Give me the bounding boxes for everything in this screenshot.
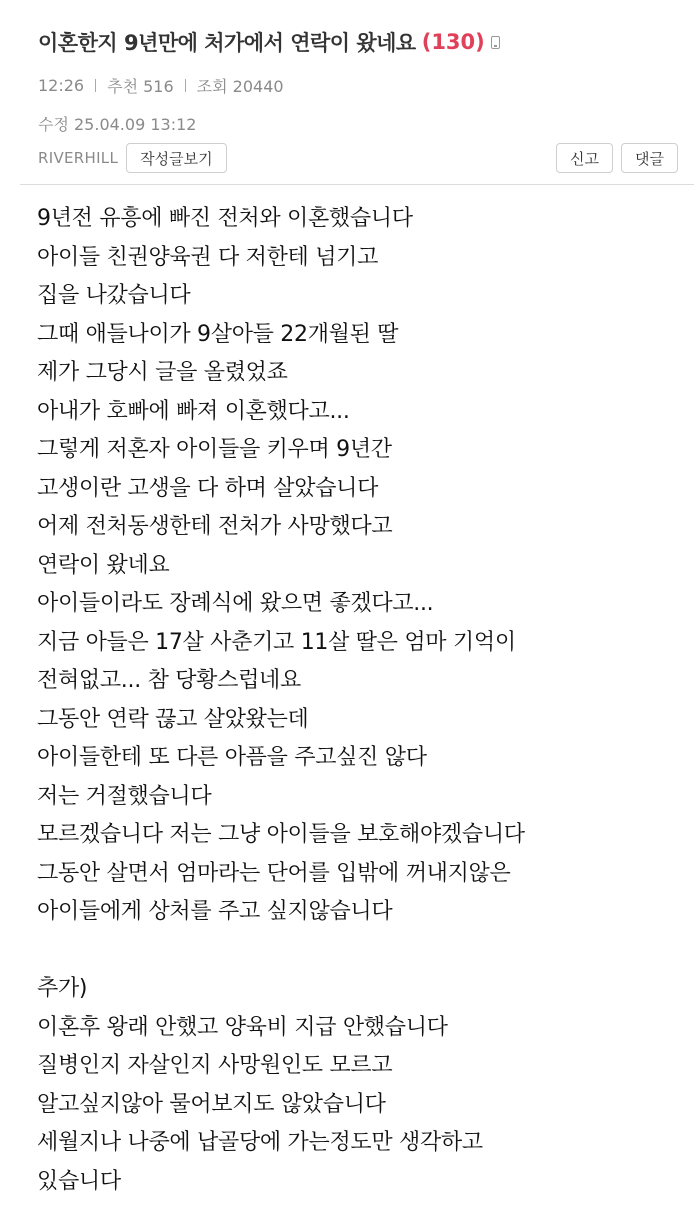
body-line: 저는 거절했습니다 <box>37 783 212 809</box>
view-count: 조회 20440 <box>196 76 284 96</box>
body-line: 이혼후 왕래 안했고 양육비 지급 안했습니다 <box>37 1014 448 1040</box>
post-header <box>0 0 698 168</box>
body-line: 모르겠습니다 저는 그냥 아이들을 보호해야겠습니다 <box>37 822 525 847</box>
body-line: 고생이란 고생을 다 하며 살았습니다 <box>37 475 379 501</box>
report-button[interactable]: 신고 <box>556 143 613 173</box>
comment-button[interactable]: 댓글 <box>621 143 678 173</box>
body-line: 9년전 유흥에 빠진 전처와 이혼했습니다 <box>37 206 413 231</box>
edited-timestamp: 수정 25.04.09 13:12 <box>38 115 197 134</box>
body-line: 알고싶지않아 물어보지도 않았습니다 <box>37 1091 386 1117</box>
body-line: 아이들 친권양육권 다 저한테 넘기고 <box>37 244 379 270</box>
body-line: 아이들이라도 장례식에 왔으면 좋겠다고... <box>37 591 434 616</box>
body-line: 연락이 왔네요 <box>37 552 170 578</box>
body-line: 그때 애들나이가 9살아들 22개월된 딸 <box>37 321 399 347</box>
body-line: 세월지나 나중에 납골당에 가는정도만 생각하고 <box>37 1130 483 1155</box>
comment-count[interactable]: (130) <box>421 30 485 54</box>
post-time: 12:26 <box>38 75 85 95</box>
body-line: 그동안 살면서 엄마라는 단어를 입밖에 꺼내지않은 <box>37 860 511 886</box>
body-line: 있습니다 <box>37 1168 121 1194</box>
body-line: 전혀없고... 참 당황스럽네요 <box>37 668 301 693</box>
body-line: 지금 아들은 17살 사춘기고 11살 딸은 엄마 기억이 <box>37 629 516 655</box>
body-line: 질병인지 자살인지 사망원인도 모르고 <box>37 1053 393 1078</box>
body-line: 어제 전처동생한테 전처가 사망했다고 <box>37 514 393 539</box>
post-meta <box>38 74 678 96</box>
body-line: 아이들한테 또 다른 아픔을 주고싶진 않다 <box>37 745 427 770</box>
title-row <box>38 22 678 62</box>
mobile-icon <box>491 36 500 49</box>
recommend-count: 추천 516 <box>107 76 174 96</box>
body-line <box>37 932 688 971</box>
body-line: 아내가 호빠에 빠져 이혼했다고... <box>37 398 350 424</box>
action-buttons <box>556 143 678 173</box>
post-title: 이혼한지 9년만에 처가에서 연락이 왔네요 <box>38 31 416 55</box>
view-posts-button[interactable]: 작성글보기 <box>126 143 226 173</box>
author-name[interactable]: RIVERHILL <box>38 149 119 167</box>
post-body <box>37 200 688 1201</box>
body-line: 집을 나갔습니다 <box>37 283 191 308</box>
body-line: 추가) <box>37 976 88 1001</box>
body-line: 제가 그당시 글을 올렸었죠 <box>37 360 288 385</box>
body-line: 그동안 연락 끊고 살았왔는데 <box>37 706 309 732</box>
header-divider <box>20 184 694 185</box>
body-line: 그렇게 저혼자 아이들을 키우며 9년간 <box>37 437 392 462</box>
meta-divider <box>185 79 186 92</box>
body-line: 아이들에게 상처를 주고 싶지않습니다 <box>37 899 393 924</box>
meta-divider <box>95 79 96 92</box>
author-row <box>38 142 678 174</box>
